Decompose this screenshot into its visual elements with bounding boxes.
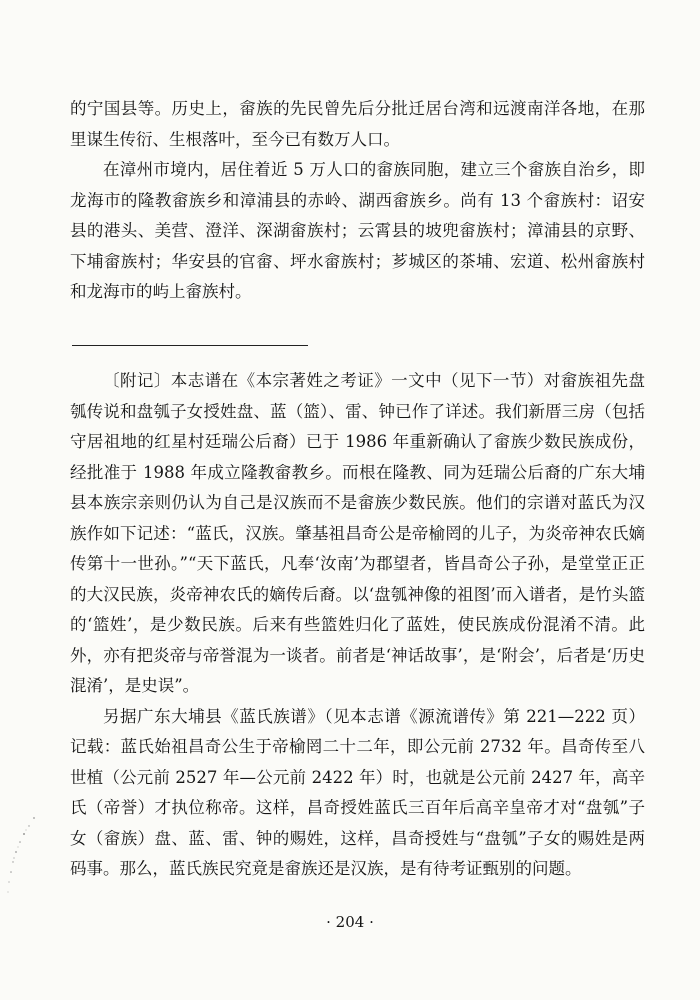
page-number: · 204 · — [326, 913, 374, 931]
scan-speckle-decoration — [4, 812, 44, 902]
paragraph-appendix-note: 〔附记〕本志谱在《本宗著姓之考证》一文中（见下一节）对畲族祖先盘瓠传说和盘瓠子女授姓盘、蓝（篮）、雷、钟已作了详述。我们新厝三房（包括守居祖地的红星村廷瑞公后裔）已于 1986 年重新确认了畲族少数民族成份，经批准于 1988 年成立隆教畲教乡。而根在隆教、同为廷瑞公后裔的广东大埔县本族宗亲则仍认为自己是汉族而不是畲族少数民族。他们的宗谱对蓝氏为汉族作如下记述：“蓝氏，汉族。肇基祖昌奇公是帝榆罔的儿子，为炎帝神农氏嫡传第十一世孙。”“天下蓝氏，凡奉‘汝南’为郡望者，皆昌奇公子孙，是堂堂正正的大汉民族，炎帝神农氏的嫡传后裔。以‘盘瓠神像的祖图’而入谱者，是竹头篮的‘篮姓’，是少数民族。后来有些篮姓归化了蓝姓，使民族成份混淆不清。此外，亦有把炎帝与帝誉混为一谈者。前者是‘神话故事’，是‘附会’，后者是‘历史混淆’，是史误”。 — [70, 371, 645, 695]
paragraph-zhangzhou: 在漳州市境内，居住着近 5 万人口的畲族同胞，建立三个畲族自治乡，即龙海市的隆教畲族乡和漳浦县的赤岭、湖西畲族乡。尚有 13 个畲族村：诏安县的港头、美营、澄洋、深湖畲族村；云霄县的坡兜畲族村；漳浦县的京野、下埔畲族村；华安县的官畲、坪水畲族村；芗城区的茶埔、宏道、松州畲族村和龙海市的屿上畲族村。 — [70, 160, 645, 301]
section-divider-rule — [72, 345, 308, 346]
appendix-note-section — [70, 366, 645, 885]
paragraph-dabu-genealogy: 另据广东大埔县《蓝氏族谱》（见本志谱《源流谱传》第 221—222 页）记载：蓝氏始祖昌奇公生于帝榆罔二十二年，即公元前 2732 年。昌奇传至八世植（公元前 2527 年—公元前 2422 年）时，也就是公元前 2427 年，高辛氏（帝誉）才执位称帝。这样，昌奇授姓蓝氏三百年后高辛皇帝才对“盘瓠”子女（畲族）盘、蓝、雷、钟的赐姓，这样，昌奇授姓与“盘瓠”子女的赐姓是两码事。那么，蓝氏族民究竟是畲族还是汉族，是有待考证甄别的问题。 — [70, 706, 645, 878]
paragraph-continuation: 的宁国县等。历史上，畲族的先民曾先后分批迁居台湾和远渡南洋各地，在那里谋生传衍、生根落叶，至今已有数万人口。 — [70, 99, 645, 149]
main-text-section — [70, 94, 645, 308]
